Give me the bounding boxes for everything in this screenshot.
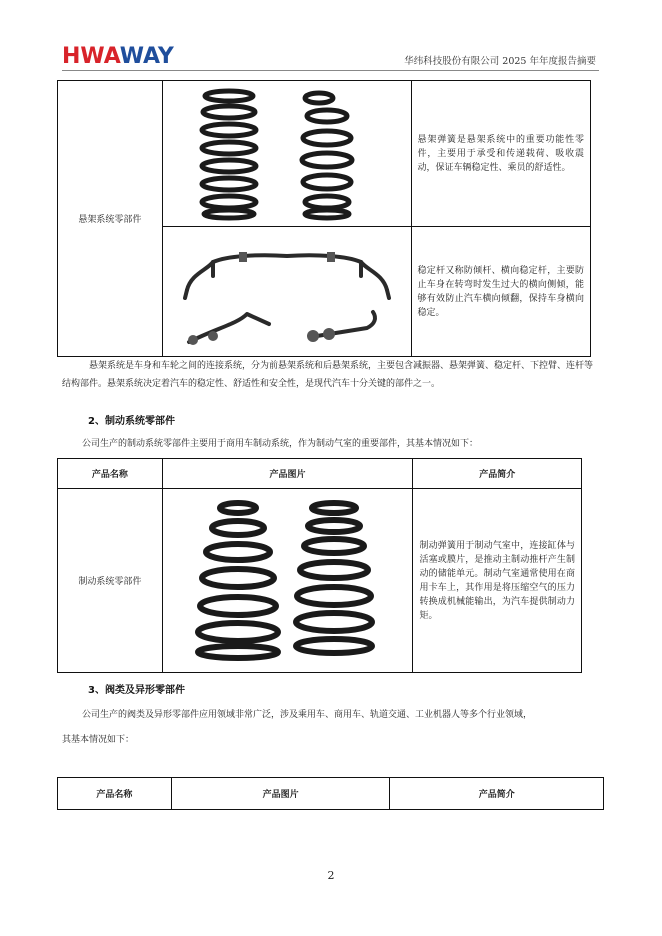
company-logo [62, 44, 174, 70]
header-product-desc: 产品简介 [390, 778, 604, 810]
product-name-cell: 悬架系统零部件 [58, 81, 163, 357]
table-row [58, 489, 582, 673]
table-header-row [58, 778, 604, 810]
logo-text-blue: WAY [119, 44, 174, 69]
header-product-name: 产品名称 [58, 778, 172, 810]
table-header-row [58, 459, 582, 489]
brake-table [57, 458, 582, 673]
section-heading-valve: 3、阀类及异形零部件 [88, 685, 185, 696]
product-image-cell [162, 489, 413, 673]
coil-spring-pair-icon [187, 86, 387, 222]
product-desc-cell: 悬架弹簧是悬架系统中的重要功能性零件，主要用于承受和传递载荷、吸收震动，保证车辆稳定性、乘员的舒适性。 [411, 81, 590, 227]
section-intro-brake: 公司生产的制动系统零部件主要用于商用车制动系统，作为制动气室的重要部件，其基本情况如下： [82, 439, 479, 449]
product-desc-cell: 稳定杆又称防倾杆、横向稳定杆，主要防止车身在转弯时发生过大的横向侧倾，能够有效防止汽车横向倾翻，保持车身横向稳定。 [411, 227, 590, 357]
section-heading-brake: 2、制动系统零部件 [88, 416, 175, 427]
valve-table [57, 777, 604, 810]
stabilizer-bar-icon [177, 232, 397, 352]
suspension-table [57, 80, 591, 357]
header-product-desc: 产品简介 [413, 459, 582, 489]
page-number: 2 [327, 869, 335, 882]
section-intro-valve-line1: 公司生产的阀类及异形零部件应用领域非常广泛，涉及乘用车、商用车、轨道交通、工业机器人等多个行业领域， [82, 710, 533, 720]
report-title: 华纬科技股份有限公司 2025 年年度报告摘要 [404, 56, 596, 67]
header-product-image: 产品图片 [171, 778, 390, 810]
header-product-image: 产品图片 [162, 459, 413, 489]
section-intro-valve-line2: 其基本情况如下： [62, 735, 135, 745]
brake-spring-pair-icon [188, 496, 388, 666]
product-name-cell: 制动系统零部件 [58, 489, 163, 673]
product-desc-cell: 制动弹簧用于制动气室中，连接缸体与活塞或膜片，是推动主制动推杆产生制动的储能单元。制动气室通常使用在商用卡车上，其作用是将压缩空气的压力转换成机械能输出，为汽车提供制动力矩。 [413, 489, 582, 673]
header-divider [62, 70, 599, 71]
product-image-cell [162, 227, 411, 357]
table-row [58, 81, 591, 227]
logo-text-red: HWA [62, 44, 120, 69]
header-product-name: 产品名称 [58, 459, 163, 489]
product-image-cell [162, 81, 411, 227]
suspension-paragraph: 悬架系统是车身和车轮之间的连接系统，分为前悬架系统和后悬架系统，主要包含减振器、悬架弹簧、稳定杆、下控臂、连杆等结构部件。悬架系统决定着汽车的稳定性、舒适性和安全性，是现代汽车十分关键的部件之一。 [62, 361, 594, 389]
